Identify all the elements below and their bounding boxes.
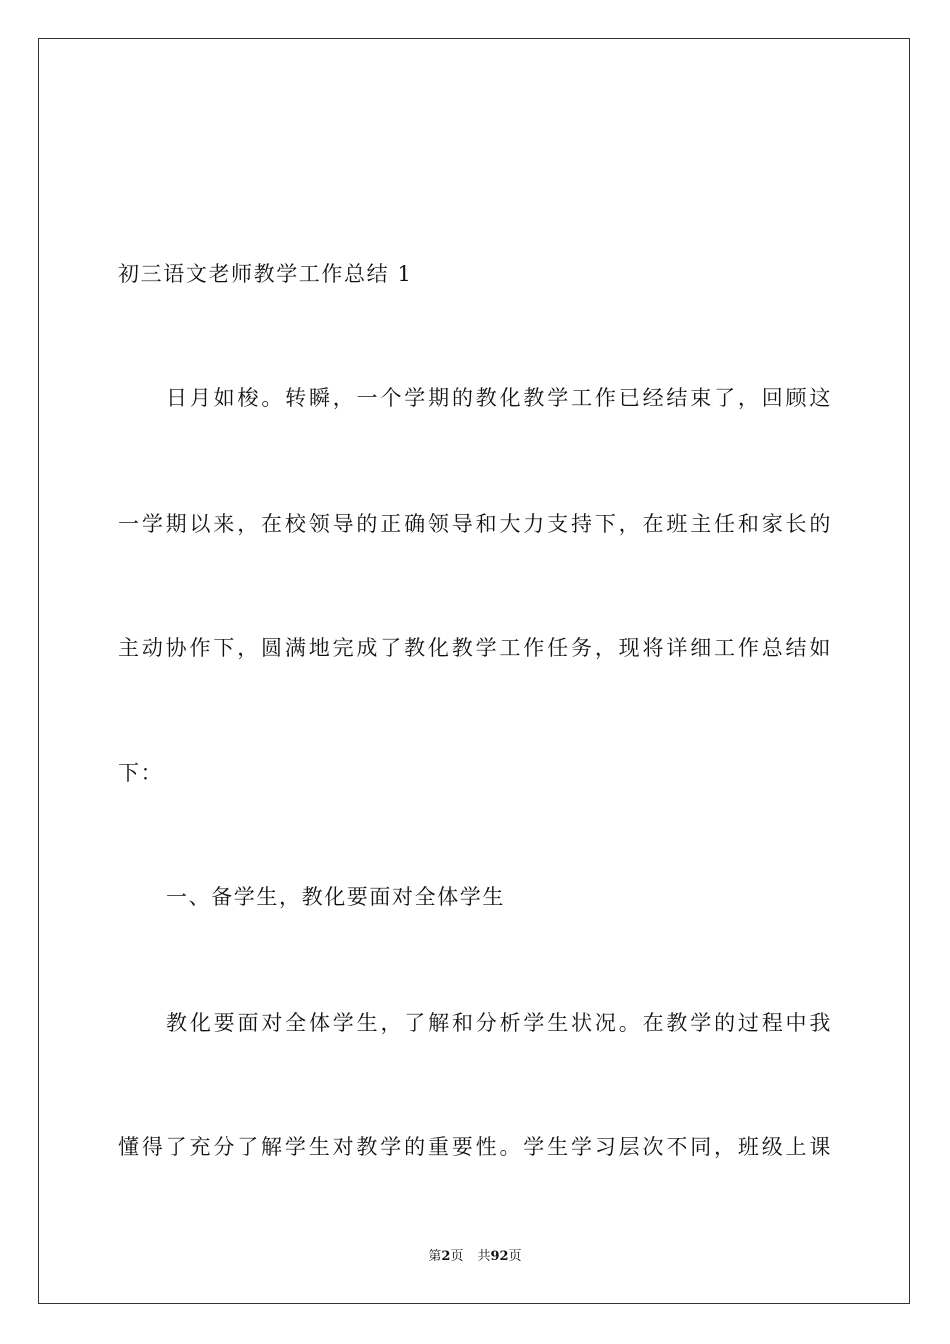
paragraph-line-3: 主动协作下，圆满地完成了教化教学工作任务，现将详细工作总结如 xyxy=(118,636,832,660)
footer-page-total: 92 xyxy=(490,1249,509,1264)
paragraph-line-6: 懂得了充分了解学生对教学的重要性。学生学习层次不同，班级上课 xyxy=(118,1135,832,1159)
footer-total-prefix: 共 xyxy=(477,1249,491,1264)
paragraph-line-2: 一学期以来，在校领导的正确领导和大力支持下，在班主任和家长的 xyxy=(118,512,832,536)
section-heading: 一、备学生，教化要面对全体学生 xyxy=(166,885,505,909)
page-border xyxy=(38,38,910,1304)
paragraph-line-5: 教化要面对全体学生，了解和分析学生状况。在教学的过程中我 xyxy=(166,1011,832,1035)
document-title: 初三语文老师教学工作总结 1 xyxy=(118,262,413,286)
footer-total-unit: 页 xyxy=(508,1249,522,1264)
page-footer xyxy=(0,1248,950,1266)
footer-page-current: 2 xyxy=(441,1249,451,1264)
footer-page-unit: 页 xyxy=(450,1249,464,1264)
footer-page-prefix: 第 xyxy=(428,1249,442,1264)
paragraph-line-4: 下： xyxy=(118,761,164,785)
paragraph-line-1: 日月如梭。转瞬，一个学期的教化教学工作已经结束了，回顾这 xyxy=(166,386,832,410)
